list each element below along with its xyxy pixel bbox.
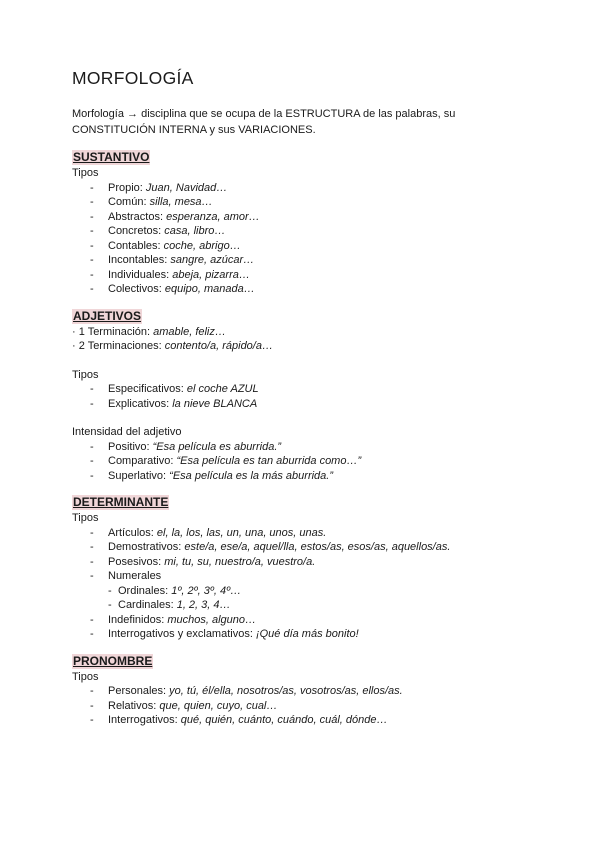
list-item: - Cardinales: 1, 2, 3, 4… bbox=[72, 598, 542, 613]
list-item: - Propio: Juan, Navidad… bbox=[72, 181, 542, 196]
tipos-label: Tipos bbox=[72, 368, 99, 381]
section-sustantivo bbox=[72, 148, 542, 297]
list-item: - Interrogativos: qué, quién, cuánto, cuándo, cuál, dónde… bbox=[72, 713, 542, 728]
list-item: - Incontables: sangre, azúcar… bbox=[72, 253, 542, 268]
intro-line-2: CONSTITUCIÓN INTERNA y sus VARIACIONES. bbox=[72, 124, 316, 136]
list-item: - Colectivos: equipo, manada… bbox=[72, 282, 542, 297]
terminacion-line: · 1 Terminación: amable, feliz… bbox=[72, 325, 226, 338]
list-item: - Abstractos: esperanza, amor… bbox=[72, 210, 542, 225]
intro-line-1: Morfología → disciplina que se ocupa de la ESTRUCTURA de las palabras, su bbox=[72, 108, 456, 120]
terminacion-line: · 2 Terminaciones: contento/a, rápido/a… bbox=[72, 340, 273, 352]
tipos-label: Tipos bbox=[72, 167, 99, 179]
list-item: - Positivo: “Esa película es aburrida.” bbox=[72, 440, 542, 455]
list-item: - Indefinidos: muchos, alguno… bbox=[72, 613, 542, 628]
list-item: - Interrogativos y exclamativos: ¡Qué día más bonito! bbox=[72, 627, 542, 642]
document-page bbox=[72, 66, 542, 734]
list-item: - Comparativo: “Esa película es tan aburrida como…” bbox=[72, 454, 542, 469]
numerales-sublist bbox=[72, 584, 542, 613]
intensidad-label: Intensidad del adjetivo bbox=[72, 426, 182, 438]
list-item: - Común: silla, mesa… bbox=[72, 195, 542, 210]
list-item: - Posesivos: mi, tu, su, nuestro/a, vuestro/a. bbox=[72, 555, 542, 570]
page-title: MORFOLOGÍA bbox=[72, 68, 194, 88]
list-item: - Numerales bbox=[72, 569, 542, 584]
list-item: - Personales: yo, tú, él/ella, nosotros/as, vosotros/as, ellos/as. bbox=[72, 684, 542, 699]
section-heading-adjetivos: ADJETIVOS bbox=[73, 308, 142, 323]
determinante-list-cont bbox=[72, 613, 542, 642]
list-item: - Relativos: que, quien, cuyo, cual… bbox=[72, 699, 542, 714]
section-heading-pronombre: PRONOMBRE bbox=[73, 653, 153, 668]
intro-paragraph bbox=[72, 106, 542, 138]
intensidad-list bbox=[72, 440, 542, 484]
pronombre-list bbox=[72, 684, 542, 728]
tipos-label: Tipos bbox=[72, 670, 99, 683]
sustantivo-list bbox=[72, 181, 542, 297]
section-adjetivos bbox=[72, 307, 542, 484]
adjetivos-tipos-list bbox=[72, 382, 542, 411]
section-heading-sustantivo: SUSTANTIVO bbox=[73, 150, 150, 164]
list-item: - Artículos: el, la, los, las, un, una, unos, unas. bbox=[72, 526, 542, 541]
tipos-label: Tipos bbox=[72, 512, 99, 524]
list-item: - Demostrativos: este/a, ese/a, aquel/lla, estos/as, esos/as, aquellos/as. bbox=[72, 540, 542, 555]
list-item: - Superlativo: “Esa película es la más aburrida.” bbox=[72, 469, 542, 484]
section-determinante bbox=[72, 493, 542, 642]
list-item: - Concretos: casa, libro… bbox=[72, 224, 542, 239]
section-heading-determinante: DETERMINANTE bbox=[73, 495, 169, 509]
section-pronombre bbox=[72, 652, 542, 728]
list-item: - Explicativos: la nieve BLANCA bbox=[72, 397, 542, 412]
list-item: - Ordinales: 1º, 2º, 3º, 4º… bbox=[72, 584, 542, 599]
determinante-list bbox=[72, 526, 542, 584]
list-item: - Especificativos: el coche AZUL bbox=[72, 382, 542, 397]
list-item: - Individuales: abeja, pizarra… bbox=[72, 268, 542, 283]
list-item: - Contables: coche, abrigo… bbox=[72, 239, 542, 254]
